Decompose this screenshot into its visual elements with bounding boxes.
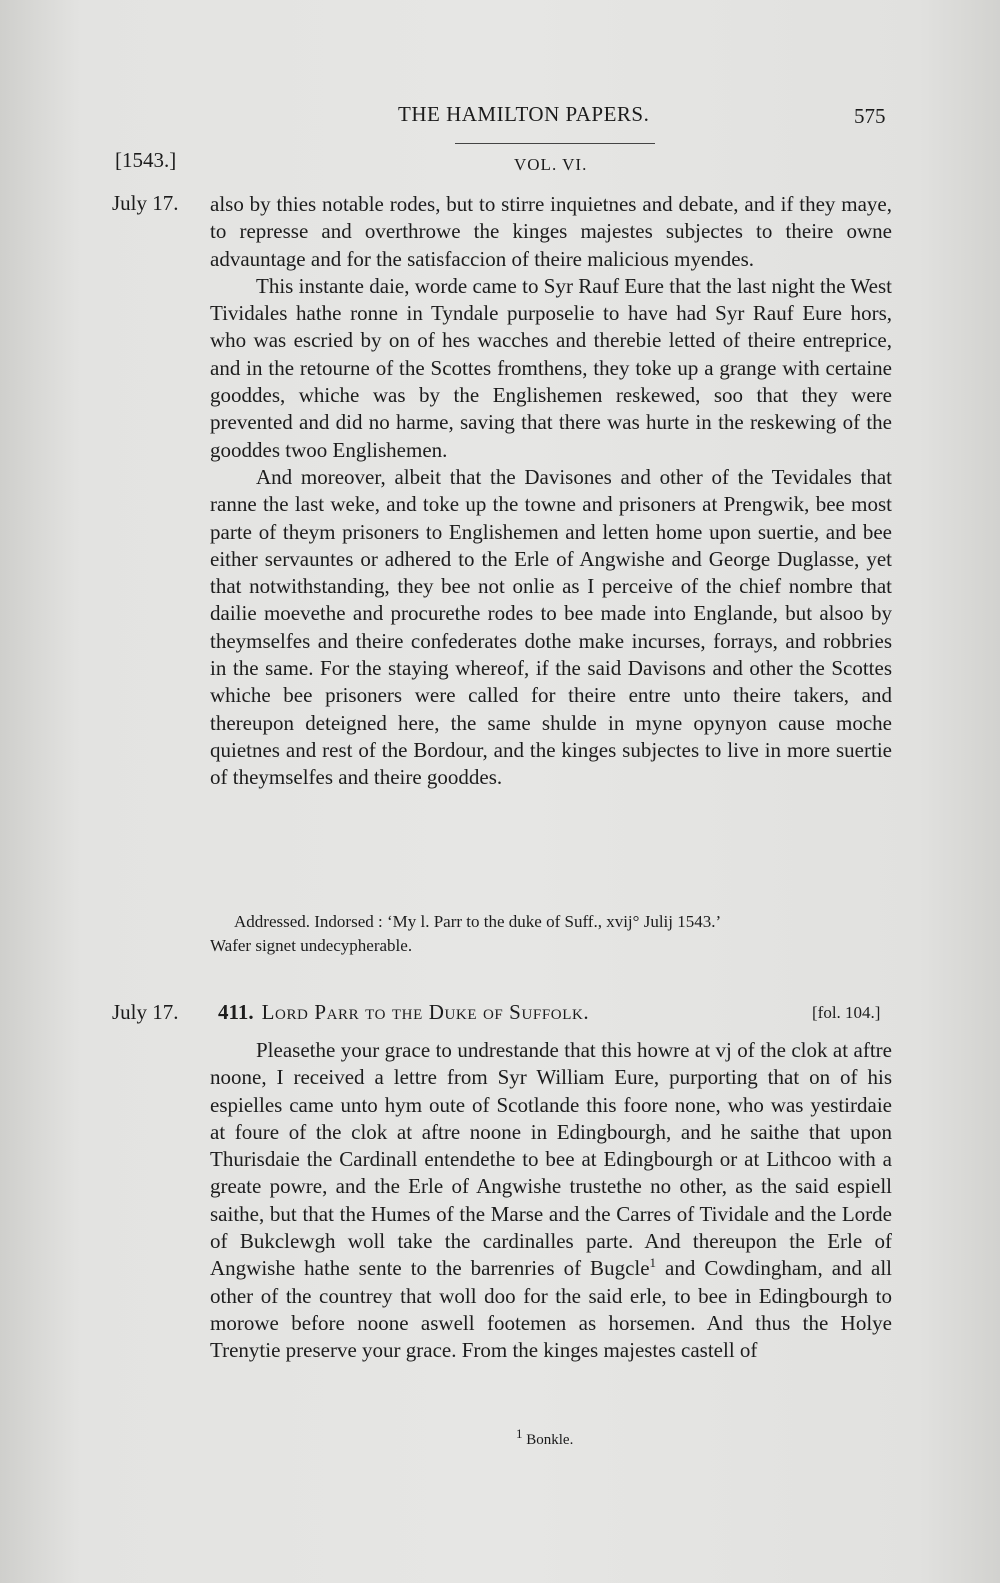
- endorsement-note: [210, 910, 892, 958]
- paragraph: also by thies notable rodes, but to stirre inquietnes and debate, and if they maye, to represse and overthrowe the kinges majestes subjectes to theire owne advauntage and for the satisfaccion of theire malicious myendes.: [210, 192, 892, 271]
- document-title: Lord Parr to the Duke of Suffolk.: [261, 1000, 590, 1024]
- letter-body: [210, 1037, 892, 1365]
- running-title: THE HAMILTON PAPERS.: [398, 102, 650, 126]
- footnote-marker: 1: [649, 1255, 657, 1271]
- margin-date: July 17.: [112, 191, 179, 215]
- document-heading: [218, 1000, 892, 1025]
- paragraph: This instante daie, worde came to Syr Rauf Eure that the last night the West Tividales hathe ronne in Tyndale purposelie to have had Syr Rauf Eure hors, who was escried by on of hes wacches and therebie letted of theire entreprice, and in the retourne of the Scottes fromthens, they toke up a grange with certaine gooddes, whiche was by the Englishemen reskewed, soo that they were prevented and did no harme, saving that there was hurte in the reskewing of the gooddes twoo Englishemen.: [210, 273, 892, 462]
- letter-body: [210, 191, 892, 792]
- margin-date: July 17.: [112, 1000, 179, 1024]
- header-rule: [455, 143, 655, 144]
- volume-label: VOL. VI.: [514, 155, 588, 174]
- document-number: 411.: [218, 1000, 254, 1024]
- page-number: 575: [854, 104, 886, 128]
- folio-reference: [fol. 104.]: [812, 1003, 881, 1022]
- paragraph-text: and Cowdingham, and all other of the countrey that woll doo for the said erle, to bee in Edingbourgh to morowe before noone aswell footemen as horsemen. And thus the Holye Trenytie preserve your grace. From the kinges majestes castell of: [210, 1256, 892, 1363]
- year-marker: [1543.]: [115, 148, 177, 172]
- endorsement-line: Addressed. Indorsed : ‘My l. Parr to the duke of Suff., xvij° Julij 1543.’: [234, 912, 722, 931]
- paragraph: [210, 1037, 892, 1365]
- footnote-marker: 1: [516, 1426, 523, 1441]
- paragraph-text: Pleasethe your grace to undrestande that this howre at vj of the clok at aftre noone, I received a lettre from Syr William Eure, purporting that on of his espielles came unto hym oute of Scotlande this foore none, who was yestirdaie at foure of the clok at aftre noone in Edingbourgh, and he saithe that upon Thurisdaie the Cardinall entendethe to bee at Edingbourgh or at Lithcoo with a greate powre, and the Erle of Angwishe trustethe no other, as the said espiell saithe, but that the Humes of the Marse and the Carres of Tividale and the Lorde of Bukclewgh woll take the cardinalles parte. And thereupon the Erle of Angwishe hathe sente to the barrenries of Bugcle: [210, 1038, 892, 1281]
- paragraph: And moreover, albeit that the Davisones and other of the Tevidales that ranne the last weke, and toke up the towne and prisoners at Prengwik, bee most parte of theym prisoners to Englishemen and letten home upon suertie, and bee either servauntes or adhered to the Erle of Angwishe and George Duglasse, yet that notwithstanding, they bee not onlie as I perceive of the chief nombre that dailie moevethe and procurethe rodes to bee made into Englande, but alsoo by theymselfes and theire confederates dothe make incurses, forrays, and robbries in the same. For the staying whereof, if the said Davisons and other the Scottes whiche bee prisoners were called for theire entre unto theire takers, and thereupon deteigned here, the same shulde in myne opynyon cause moche quietnes and rest of the Bordour, and the kinges subjectes to live in more suertie of theymselfes and theire gooddes.: [210, 464, 892, 790]
- footnote: [516, 1426, 574, 1449]
- endorsement-line: Wafer signet undecypherable.: [210, 936, 413, 955]
- footnote-text: Bonkle.: [526, 1432, 574, 1448]
